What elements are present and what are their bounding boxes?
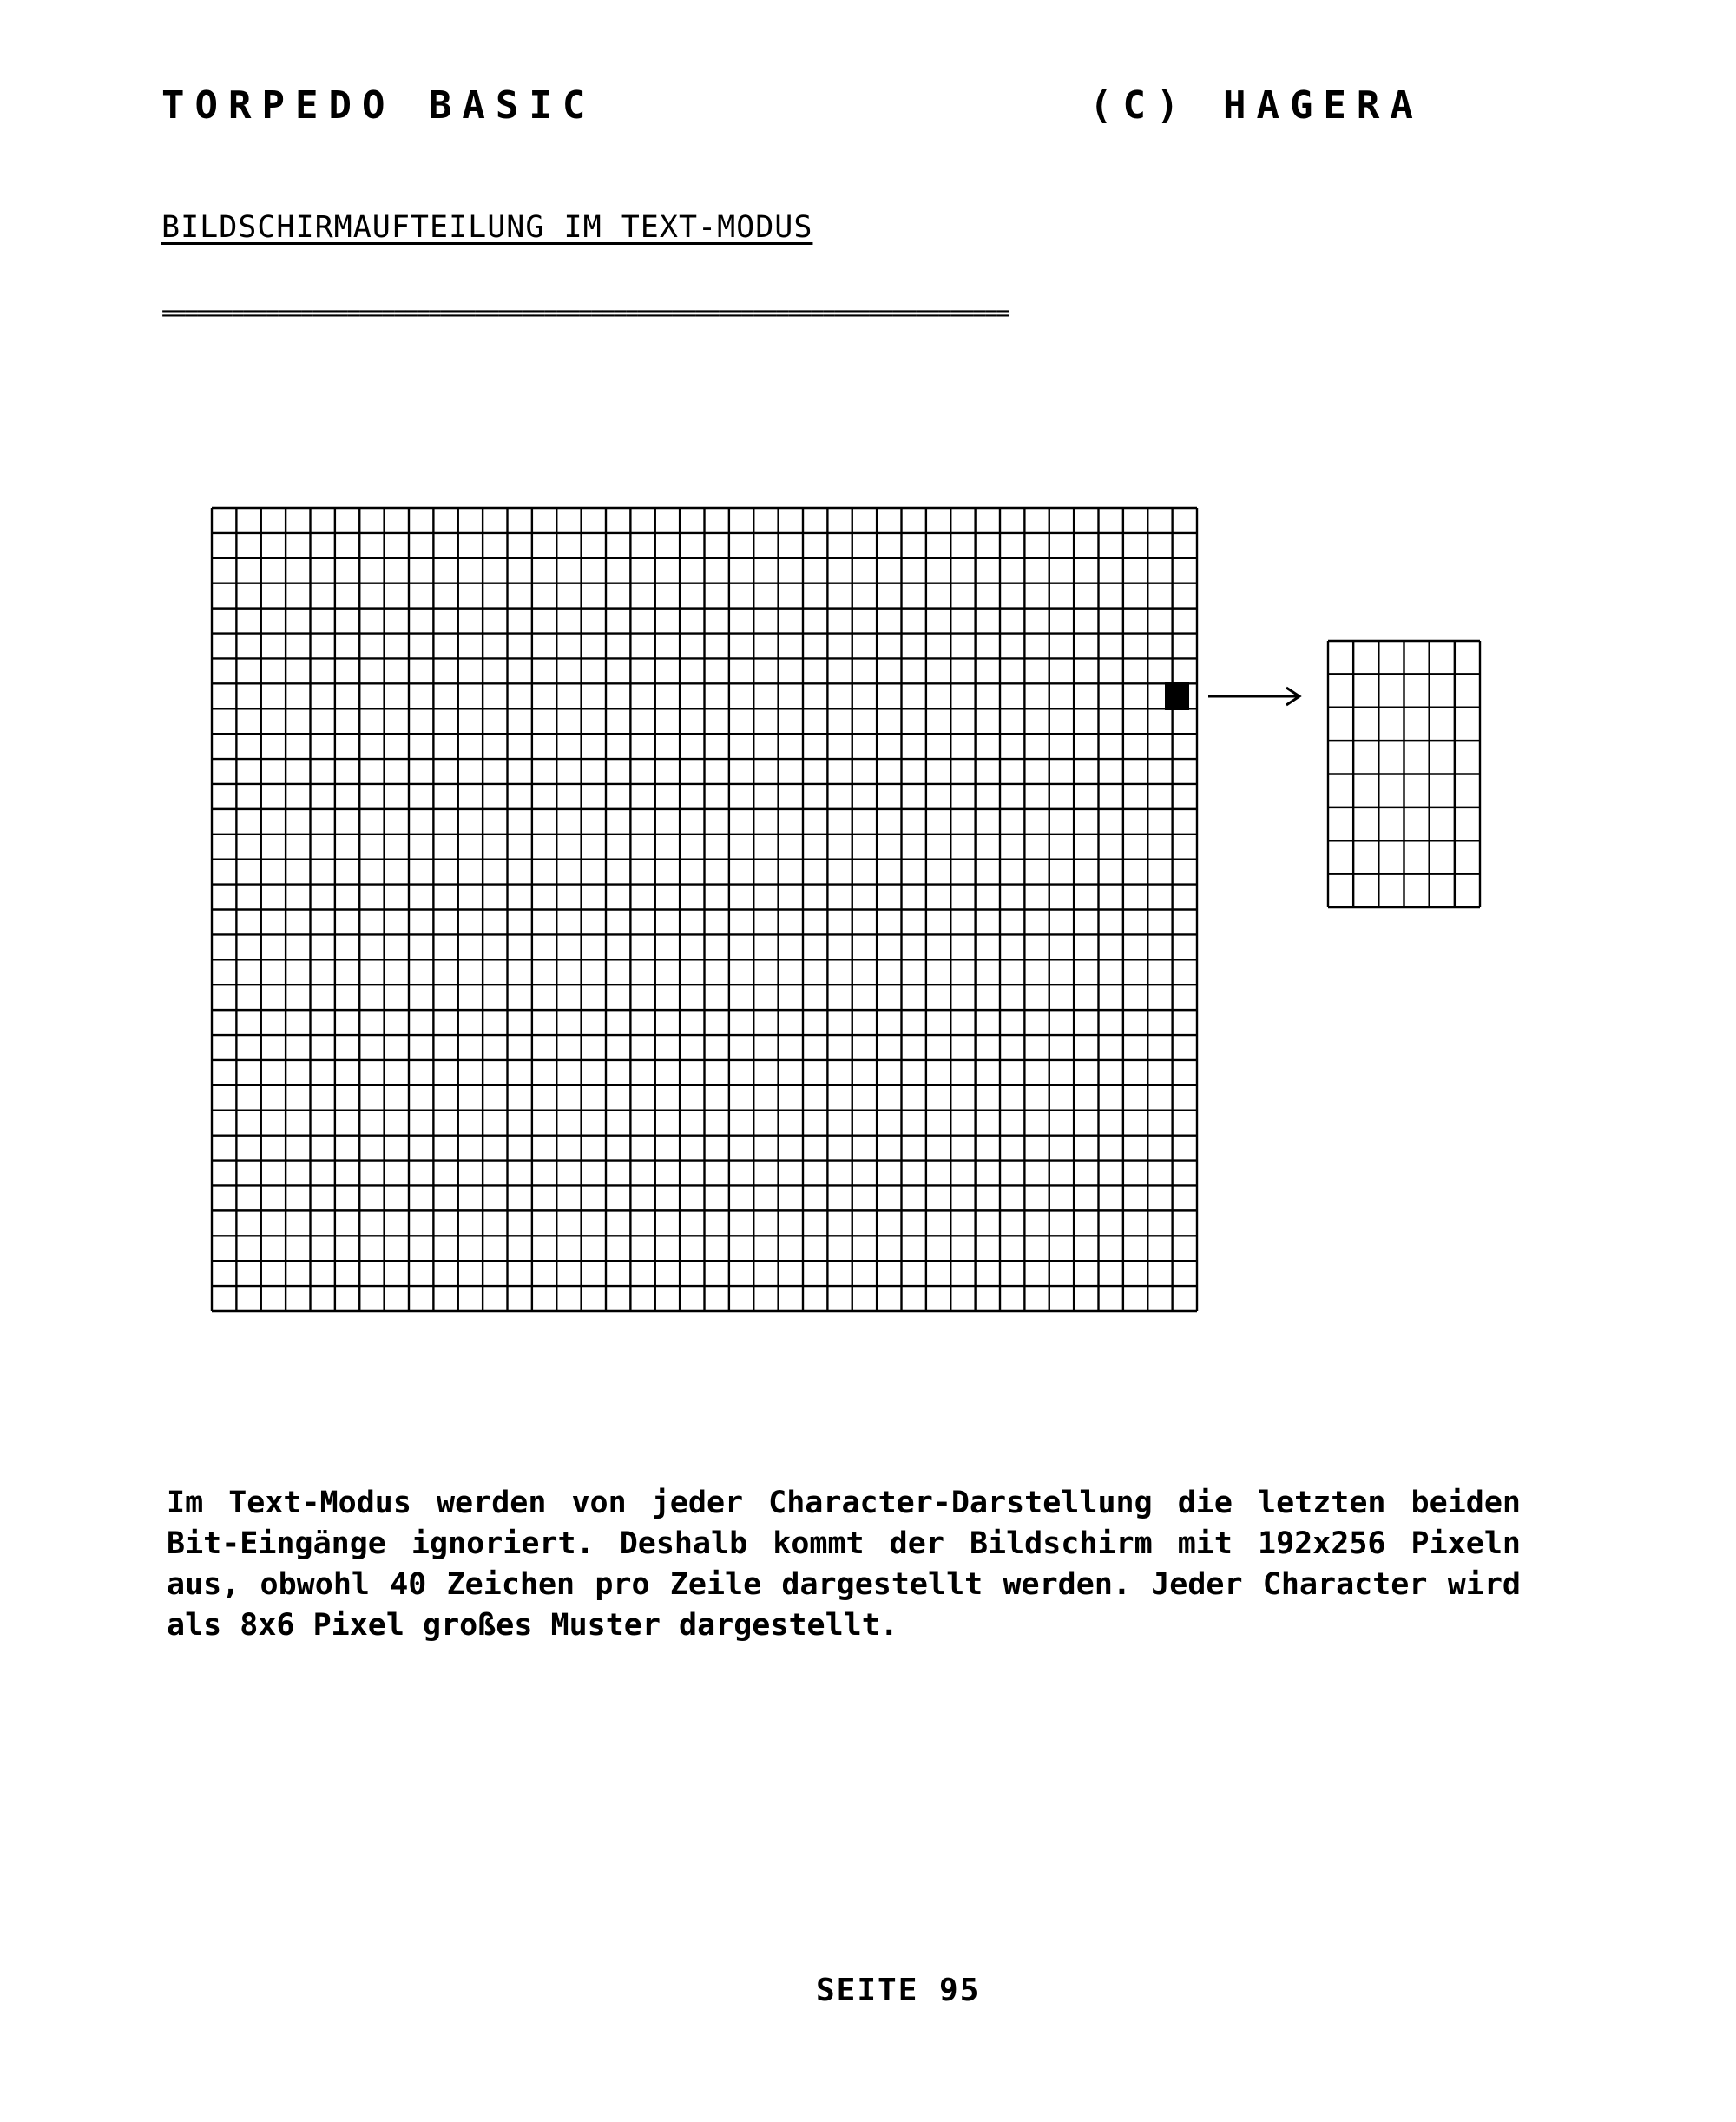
header-title: TORPEDO BASIC — [161, 83, 596, 128]
page-number: SEITE 95 — [816, 1973, 981, 2008]
section-title: BILDSCHIRMAUFTEILUNG IM TEXT-MODUS — [161, 210, 813, 245]
separator-rule: ========================================================================= — [161, 300, 1008, 326]
arrow-icon — [1208, 688, 1299, 705]
screen-grid — [212, 508, 1197, 1311]
highlighted-character-cell — [1165, 682, 1189, 710]
body-paragraph: Im Text-Modus werden von jeder Character-Darstellung die letzten beiden Bit-Eingänge ignoriert. Deshalb kommt der Bildschirm mit 192x256 Pixeln aus, obwohl 40 Zeichen pro Zeile dargestellt werden. Jeder Character wird als 8x6 Pixel großes Muster dargestellt. — [167, 1486, 1521, 1643]
header-copyright: (C) HAGERA — [1089, 83, 1424, 128]
character-cell-grid — [1328, 641, 1480, 907]
